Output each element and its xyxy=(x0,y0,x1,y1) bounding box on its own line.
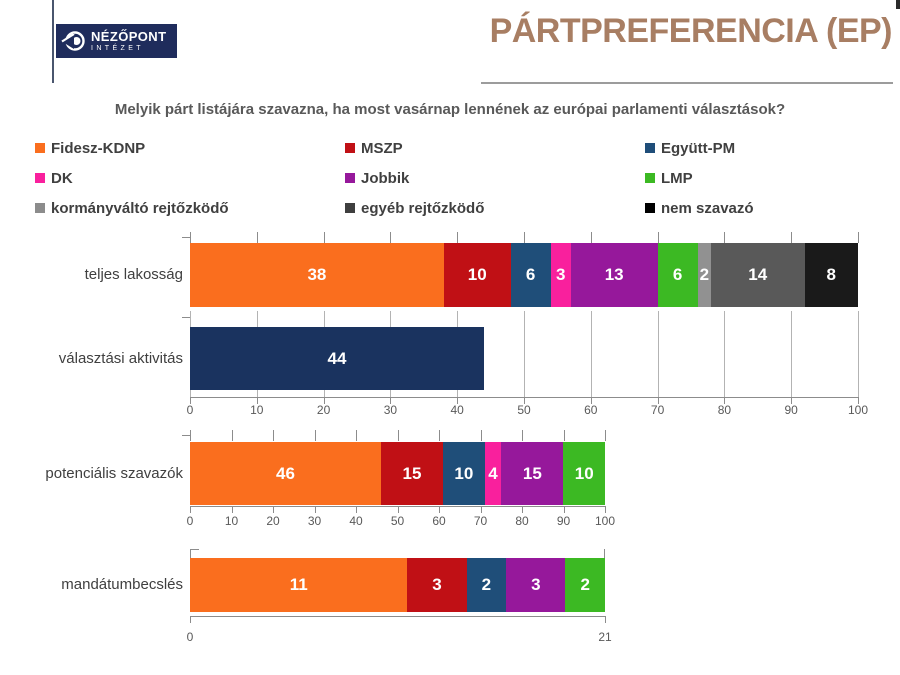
legend-swatch xyxy=(345,143,355,153)
bar-value-label: 3 xyxy=(555,265,566,284)
legend-swatch xyxy=(35,143,45,153)
category-label: mandátumbecslés xyxy=(61,576,183,593)
legend-label: Együtt-PM xyxy=(661,139,736,157)
legend-item xyxy=(645,170,875,187)
eye-icon xyxy=(61,29,87,53)
axis-tick xyxy=(390,232,391,243)
axis-corner-dash xyxy=(182,435,190,436)
plot-left-edge xyxy=(190,232,191,243)
bar-value-label: 6 xyxy=(525,265,536,284)
plot-right-edge xyxy=(604,549,605,558)
bar-value-label: 10 xyxy=(467,265,487,284)
axis-ticks-bottom xyxy=(190,616,605,623)
axis-label: 10 xyxy=(224,514,239,528)
axis-label: 100 xyxy=(847,403,869,417)
legend-label: Fidesz-KDNP xyxy=(51,139,146,157)
bar-value-label: 2 xyxy=(481,575,492,594)
page-title: PÁRTPREFERENCIA (EP) xyxy=(489,12,892,50)
axis-tick xyxy=(658,232,659,243)
axis-tick xyxy=(524,232,525,243)
bar-segment xyxy=(698,243,711,307)
category-label: teljes lakosság xyxy=(84,266,183,283)
bar-value-label: 10 xyxy=(454,463,474,483)
bar-value-label: 14 xyxy=(748,265,768,284)
axis-tick xyxy=(398,506,399,513)
axis-corner-dash xyxy=(182,237,190,238)
axis-label: 80 xyxy=(515,514,529,528)
axis-tick xyxy=(257,232,258,243)
plot-left-edge xyxy=(190,430,191,441)
axis-tick xyxy=(481,506,482,513)
legend-swatch xyxy=(645,203,655,213)
bar-segment xyxy=(485,442,502,505)
bar-segment xyxy=(571,243,658,307)
axis-label: 0 xyxy=(186,514,194,528)
stacked-bar xyxy=(190,558,605,612)
stacked-bar xyxy=(190,243,858,307)
bar-segment xyxy=(467,558,507,612)
axis-label: 0 xyxy=(186,403,194,417)
logo-text xyxy=(91,30,166,52)
axis-tick xyxy=(564,506,565,513)
category-label: potenciális szavazók xyxy=(45,465,183,482)
axis-tick xyxy=(439,506,440,513)
axis-label: 40 xyxy=(349,514,363,528)
axis-tick xyxy=(190,616,191,623)
bar-segment xyxy=(565,558,605,612)
header-vertical-rule xyxy=(52,0,54,83)
axis-tick xyxy=(315,506,316,513)
bar-segment xyxy=(407,558,466,612)
axis-label: 21 xyxy=(598,630,612,644)
bar-segment xyxy=(551,243,571,307)
axis-tick xyxy=(273,506,274,513)
category-label: választási aktivitás xyxy=(58,350,183,367)
axis-tick xyxy=(356,430,357,441)
axis-label: 20 xyxy=(316,403,331,417)
bar-segment xyxy=(711,243,805,307)
x-axis-labels xyxy=(186,403,869,419)
bar-segment xyxy=(506,558,565,612)
axis-tick xyxy=(324,232,325,243)
axis-tick xyxy=(232,430,233,441)
bar-value-label: 10 xyxy=(574,463,594,483)
legend-label: LMP xyxy=(661,169,693,187)
axis-label: 30 xyxy=(383,403,398,417)
axis-label: 0 xyxy=(186,630,194,644)
bar-value-label: 2 xyxy=(580,575,590,594)
bar-value-label: 3 xyxy=(531,575,541,594)
bar-segment xyxy=(190,327,484,390)
axis-label: 90 xyxy=(784,403,798,417)
stacked-bar xyxy=(190,442,605,505)
axis-tick xyxy=(605,616,606,623)
bar-value-label: 15 xyxy=(402,463,422,483)
bar-segment xyxy=(511,243,551,307)
bar-value-label: 4 xyxy=(488,463,498,483)
bar-value-label: 13 xyxy=(604,265,624,284)
logo-line2: INTÉZET xyxy=(91,45,144,52)
x-axis-labels xyxy=(186,630,612,646)
axis-tick xyxy=(591,232,592,243)
legend-item xyxy=(645,140,875,157)
legend-item xyxy=(35,170,345,187)
bar-value-label: 44 xyxy=(327,348,347,368)
legend-label: MSZP xyxy=(361,139,403,157)
corner-mark xyxy=(896,0,900,9)
legend-swatch xyxy=(35,203,45,213)
bar-value-label: 11 xyxy=(289,575,308,594)
legend xyxy=(35,133,875,223)
gridline xyxy=(858,311,859,397)
legend-label: egyéb rejtőzködő xyxy=(361,199,485,217)
axis-tick xyxy=(398,430,399,441)
axis-tick xyxy=(522,430,523,441)
bar-value-label: 2 xyxy=(699,265,710,284)
axis-label: 90 xyxy=(556,514,571,528)
bar-segment xyxy=(190,558,407,612)
bar-segment xyxy=(805,243,858,307)
bar-segment xyxy=(190,243,444,307)
chart-question: Melyik párt listájára szavazna, ha most vasárnap lennének az európai parlamenti választások? xyxy=(114,101,786,118)
bar-value-label: 38 xyxy=(307,265,327,284)
plot-top-dash xyxy=(190,549,199,550)
bar-value-label: 3 xyxy=(432,575,442,594)
legend-item xyxy=(645,200,875,217)
axis-corner-dash xyxy=(182,317,190,318)
legend-item xyxy=(345,170,645,187)
axis-tick xyxy=(564,430,565,441)
axis-label: 40 xyxy=(450,403,464,417)
axis-label: 50 xyxy=(517,403,531,417)
plot-left-edge xyxy=(190,549,191,558)
legend-label: Jobbik xyxy=(361,169,410,187)
legend-item xyxy=(345,140,645,157)
axis-tick xyxy=(481,430,482,441)
title-underline xyxy=(481,82,893,84)
bar-value-label: 6 xyxy=(672,265,683,284)
axis-label: 70 xyxy=(473,514,488,528)
axis-label: 20 xyxy=(266,514,280,528)
axis-label: 60 xyxy=(584,403,598,417)
legend-item xyxy=(35,140,345,157)
bar-segment xyxy=(443,442,485,505)
axis-label: 10 xyxy=(250,403,264,417)
bar-value-label: 46 xyxy=(275,463,295,483)
bar-segment xyxy=(563,442,605,505)
bar-segment xyxy=(190,442,381,505)
axis-label: 80 xyxy=(717,403,732,417)
axis-tick xyxy=(356,506,357,513)
axis-tick xyxy=(439,430,440,441)
axis-tick xyxy=(190,506,191,513)
legend-label: nem szavazó xyxy=(661,199,754,217)
bar-value-label: 8 xyxy=(826,265,836,284)
axis-label: 50 xyxy=(390,514,405,528)
legend-item xyxy=(345,200,645,217)
axis-tick xyxy=(605,430,606,441)
nezopont-logo xyxy=(56,24,177,58)
axis-label: 60 xyxy=(432,514,446,528)
legend-swatch xyxy=(35,173,45,183)
axis-tick xyxy=(457,232,458,243)
axis-tick xyxy=(791,232,792,243)
bar-value-label: 15 xyxy=(522,463,542,483)
axis-tick xyxy=(273,430,274,441)
legend-swatch xyxy=(645,173,655,183)
bar-segment xyxy=(501,442,563,505)
legend-label: kormányváltó rejtőzködő xyxy=(51,199,229,217)
axis-label: 30 xyxy=(307,514,322,528)
logo-line1: NÉZŐPONT xyxy=(91,29,167,44)
bar-segment xyxy=(658,243,698,307)
axis-ticks-bottom xyxy=(190,506,605,513)
axis-tick xyxy=(522,506,523,513)
axis-tick xyxy=(232,506,233,513)
legend-swatch xyxy=(345,203,355,213)
axis-tick xyxy=(724,232,725,243)
legend-swatch xyxy=(345,173,355,183)
legend-label: DK xyxy=(51,169,73,187)
legend-swatch xyxy=(645,143,655,153)
axis-label: 100 xyxy=(594,514,616,528)
x-axis-labels xyxy=(186,514,616,530)
stacked-bar xyxy=(190,327,858,390)
axis-ticks-top xyxy=(190,232,858,243)
bar-segment xyxy=(381,442,443,505)
axis-label: 70 xyxy=(650,403,665,417)
axis-tick xyxy=(315,430,316,441)
bar-segment xyxy=(444,243,511,307)
axis-tick xyxy=(605,506,606,513)
axis-ticks-top xyxy=(190,430,605,441)
axis-tick xyxy=(858,232,859,243)
legend-item xyxy=(35,200,345,217)
